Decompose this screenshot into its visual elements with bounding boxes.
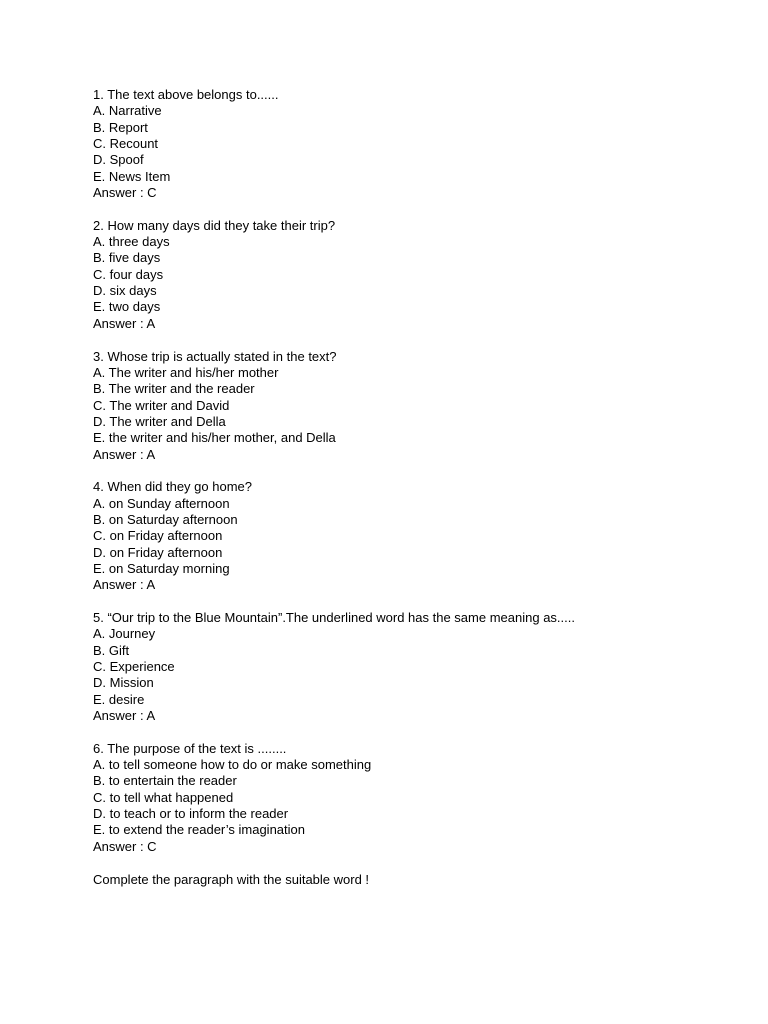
question-4 [93, 479, 713, 593]
answer-key: Answer : A [93, 577, 156, 593]
option-d: D. Spoof [93, 152, 144, 168]
question-stem: 5. “Our trip to the Blue Mountain”.The underlined word has the same meaning as..... [93, 610, 575, 625]
option-b: B. on Saturday afternoon [93, 511, 238, 527]
question-3 [93, 349, 713, 463]
answer-key: Answer : A [93, 708, 156, 724]
question-1 [93, 87, 713, 201]
question-stem: 1. The text above belongs to...... [93, 87, 279, 102]
option-c: C. to tell what happened [93, 789, 234, 805]
option-b: B. five days [93, 250, 161, 266]
question-6 [93, 741, 713, 855]
option-a: A. three days [93, 234, 170, 250]
option-a: A. to tell someone how to do or make something [93, 757, 372, 773]
option-d: D. six days [93, 283, 157, 299]
answer-key: Answer : C [93, 838, 157, 854]
option-b: B. The writer and the reader [93, 381, 255, 397]
option-b: B. to entertain the reader [93, 773, 237, 789]
option-c: C. four days [93, 266, 164, 282]
option-c: C. on Friday afternoon [93, 528, 223, 544]
option-e: E. on Saturday morning [93, 560, 230, 576]
question-stem: 3. Whose trip is actually stated in the text? [93, 348, 337, 364]
option-c: C. Experience [93, 659, 175, 675]
option-a: A. The writer and his/her mother [93, 364, 279, 380]
option-e: E. two days [93, 299, 161, 315]
option-e: E. News Item [93, 168, 171, 184]
option-d: D. The writer and Della [93, 413, 226, 429]
question-5 [93, 610, 713, 724]
instruction-text: Complete the paragraph with the suitable word ! [93, 871, 370, 887]
option-a: A. on Sunday afternoon [93, 495, 230, 511]
option-c: C. The writer and David [93, 397, 230, 413]
answer-key: Answer : C [93, 185, 157, 201]
question-stem: 2. How many days did they take their trip? [93, 217, 336, 233]
option-e: E. the writer and his/her mother, and Della [93, 430, 336, 446]
question-2 [93, 218, 713, 332]
option-a: A. Journey [93, 626, 156, 642]
option-d: D. to teach or to inform the reader [93, 806, 289, 822]
option-c: C. Recount [93, 136, 159, 152]
question-stem: 6. The purpose of the text is ........ [93, 740, 287, 756]
answer-key: Answer : A [93, 446, 156, 462]
option-e: E. to extend the reader’s imagination [93, 822, 305, 838]
document-page [93, 87, 713, 888]
option-b: B. Report [93, 119, 148, 135]
option-a: A. Narrative [93, 103, 162, 119]
option-d: D. Mission [93, 675, 154, 691]
question-stem: 4. When did they go home? [93, 479, 252, 495]
answer-key: Answer : A [93, 315, 156, 331]
option-e: E. desire [93, 691, 145, 707]
option-b: B. Gift [93, 642, 130, 658]
option-d: D. on Friday afternoon [93, 544, 223, 560]
